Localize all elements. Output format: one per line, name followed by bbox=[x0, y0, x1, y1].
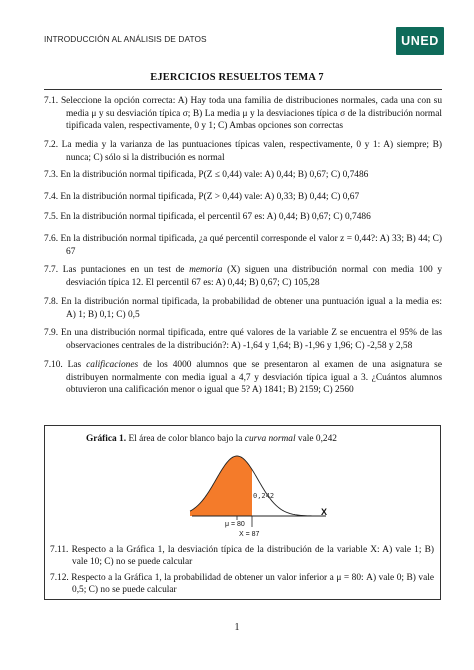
area-label: 0,242 bbox=[253, 492, 275, 500]
course-header: INTRODUCCIÓN AL ANÁLISIS DE DATOS bbox=[44, 34, 207, 44]
logo-text: UNED bbox=[401, 34, 439, 48]
page-number: 1 bbox=[234, 622, 240, 633]
exercise-7-5: 7.5. En la distribución normal tipificada, el percentil 67 es: A) 0,44; B) 0,67; C) 0,7486 bbox=[44, 212, 371, 222]
x87-label: X = 87 bbox=[239, 531, 260, 538]
exercise-7-7: 7.7. Las puntaciones en un test de memoria (X) siguen una distribución normal con media 100 y desviación típica 12. El percentil 67 es: A) 0,44; B) 0,67; C) 105,28 bbox=[44, 265, 443, 288]
uned-logo bbox=[396, 27, 444, 55]
exercise-7-8: 7.8. En la distribución normal tipificada, la probabilidad de obtener una puntuación igual a la media es: A) 1; B) 0,1; C) 0,5 bbox=[44, 297, 443, 320]
title-divider bbox=[44, 89, 442, 90]
exercise-7-9: 7.9. En una distribución normal tipificada, entre qué valores de la variable Z se encuentra el 95% de las observaciones centrales de la distribución?: A) -1,64 y 1,64; B) -1,96 y 1,96; C) -2,58 y 2,58 bbox=[44, 328, 442, 351]
shaded-area bbox=[190, 456, 252, 516]
question-7-11: 7.11. Respecto a la Gráfica 1, la desviación típica de la distribución de la variable X: A) vale 1; B) vale 10; C) no se puede calcular bbox=[50, 545, 434, 567]
exercise-7-6: 7.6. En la distribución normal tipificada, ¿a qué percentil corresponde el valor z = 0,44?: A) 33; B) 44; C) 67 bbox=[44, 234, 443, 257]
exercise-7-1: 7.1. Seleccione la opción correcta: A) Hay toda una familia de distribuciones normales, cada una con su media μ y su desviación típica σ; B) La media μ y la desviaciones típica σ de la distribución normal tipificada valen, respectivamente, 0 y 1; C) Ambas opciones son correctas bbox=[44, 96, 443, 132]
question-7-12: 7.12. Respecto a la Gráfica 1, la probabilidad de obtener un valor inferior a μ = 80: A) vale 0; B) vale 0,5; C) no se puede calcular bbox=[50, 573, 434, 595]
figure-caption: Gráfica 1. El área de color blanco bajo la curva normal vale 0,242 bbox=[86, 434, 337, 444]
axis-label-x: X bbox=[321, 507, 328, 517]
exercise-7-4: 7.4. En la distribución normal tipificada, P(Z > 0,44) vale: A) 0,33; B) 0,44; C) 0,67 bbox=[44, 192, 360, 202]
exercise-7-3: 7.3. En la distribución normal tipificada, P(Z ≤ 0,44) vale: A) 0,44; B) 0,67; C) 0,7486 bbox=[44, 170, 369, 180]
exercise-7-10: 7.10. Las calificaciones de los 4000 alumnos que se presentaron al examen de una asignatura se distribuyen normalmente con media igual a 4,7 y desviación típica igual a 3. ¿Cuántos alumnos obtuvieron una calificación menor o igual que 5? A) 1841; B) 2159; C) 2560 bbox=[44, 360, 442, 396]
page-title: EJERCICIOS RESUELTOS TEMA 7 bbox=[150, 72, 324, 83]
mu-label: μ = 80 bbox=[225, 521, 245, 528]
normal-curve-chart bbox=[180, 447, 340, 543]
exercise-7-2: 7.2. La media y la varianza de las puntuaciones típicas valen, respectivamente, 0 y 1: A) siempre; B) nunca; C) sólo si la distribución es normal bbox=[44, 140, 443, 163]
